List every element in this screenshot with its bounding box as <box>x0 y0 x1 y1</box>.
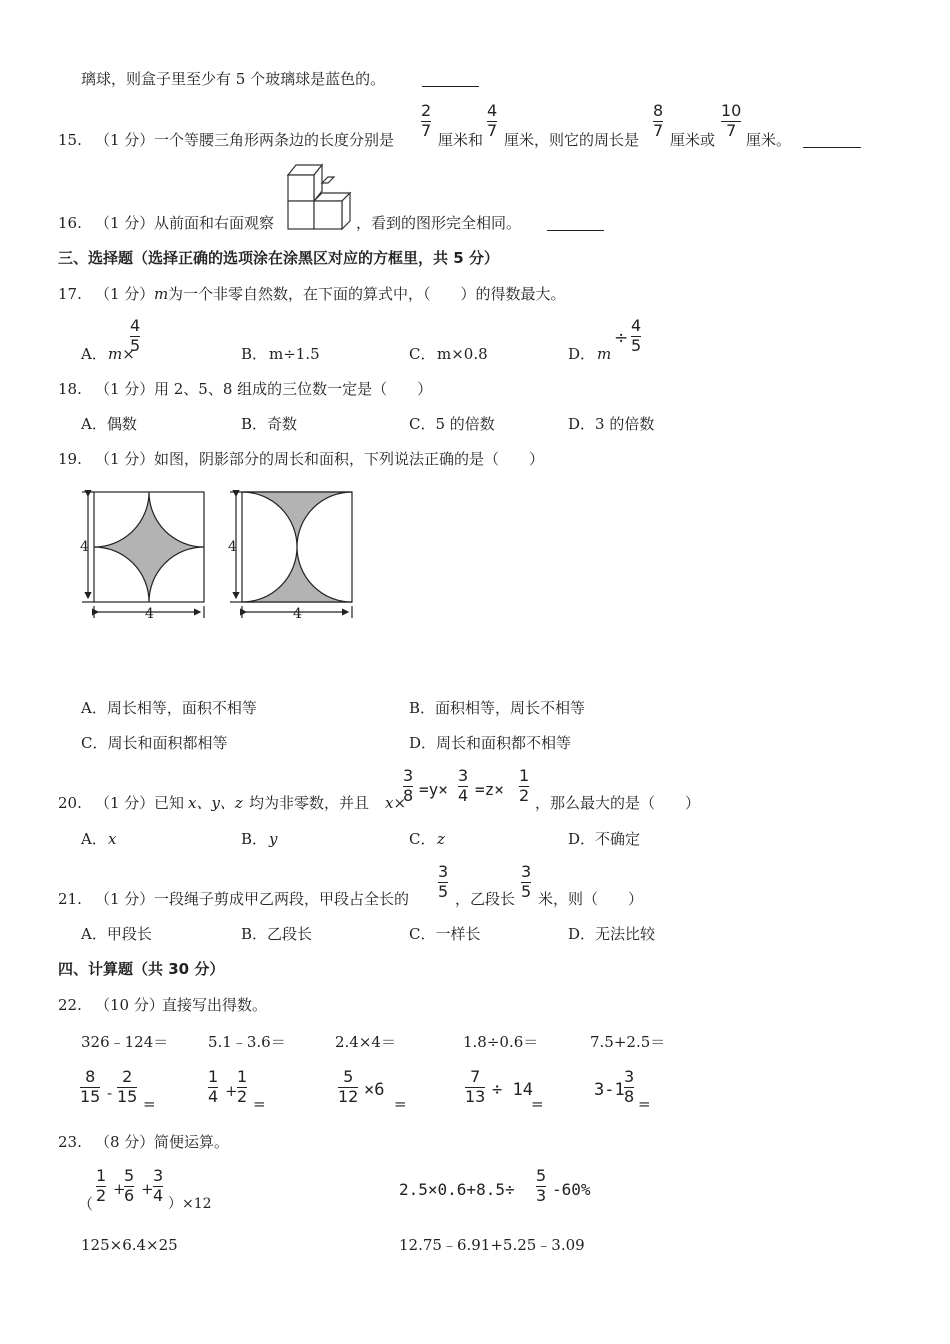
q20-option-b-var: y <box>269 830 278 848</box>
q17-number: 17. <box>58 285 82 303</box>
q15-number: 15. <box>58 131 82 149</box>
q19-option-d[interactable]: D．周长和面积都不相等 <box>409 734 572 752</box>
q19-figure-2 <box>230 492 352 618</box>
q22-number: 22. <box>58 996 82 1014</box>
q22-item-1: 326﹣124＝ <box>81 1033 169 1051</box>
q23-e1-op2: + <box>141 1180 154 1198</box>
section-4-heading: 四、计算题（共 30 分） <box>58 960 225 978</box>
q15-unit-3: 厘米或 <box>670 131 716 149</box>
q15-text-b: 厘米，则它的周长是 <box>504 131 640 149</box>
q17-option-a-fraction: 4 5 <box>130 316 141 355</box>
q18-option-b[interactable]: B．奇数 <box>241 415 298 433</box>
q16-text-b: ，看到的图形完全相同。 <box>356 214 522 232</box>
q22-e3-op: ×6 <box>364 1080 385 1100</box>
q19-fig1-height-label: 4 <box>80 539 89 555</box>
q17-option-b[interactable]: B． <box>241 345 268 363</box>
q19-text: 如图，阴影部分的周长和面积，下列说法正确的是（ ） <box>154 450 545 468</box>
q19-fig2-height-label: 4 <box>228 539 237 555</box>
q23-e2-right: -60% <box>552 1180 591 1199</box>
q16-answer-blank[interactable] <box>547 230 604 231</box>
q15-unit-1: 厘米和 <box>438 131 484 149</box>
q23-e2-frac: 5 3 <box>536 1166 547 1205</box>
q22-e4-op: ÷ 14 <box>492 1080 533 1100</box>
q22-e4-eq: = <box>531 1095 544 1113</box>
q14-answer-blank[interactable] <box>422 86 479 87</box>
q23-e2-left: 2.5×0.6+8.5÷ <box>399 1180 515 1199</box>
q21-fraction-1: 3 5 <box>438 862 449 901</box>
q23-e1-frac-c: 3 4 <box>153 1166 164 1205</box>
q22-e3-eq: = <box>394 1095 407 1113</box>
q21-option-c[interactable]: C．一样长 <box>409 925 481 943</box>
q20-eq1: =y× <box>419 780 448 799</box>
q23-e1-open: （ <box>78 1195 94 1213</box>
q20-fraction-3: 1 2 <box>519 766 530 805</box>
q22-e2-op: + <box>225 1082 238 1100</box>
q20-fraction-1: 3 8 <box>403 766 414 805</box>
q18-number: 18. <box>58 380 82 398</box>
q22-e5-whole: 3-1 <box>594 1080 625 1100</box>
q23-text: 简便运算。 <box>154 1133 230 1151</box>
q22-item-5: 7.5+2.5＝ <box>590 1033 666 1051</box>
q23-number: 23. <box>58 1133 82 1151</box>
q21-option-b[interactable]: B．乙段长 <box>241 925 313 943</box>
q22-e1-op: - <box>107 1084 113 1102</box>
q17-option-b-expr: m÷1.5 <box>269 345 320 363</box>
q17-option-a[interactable]: A． <box>81 345 107 363</box>
q17-points: （1 分） <box>95 285 155 303</box>
q17-option-c-expr: m×0.8 <box>437 345 488 363</box>
q20-option-d[interactable]: D．不确定 <box>568 830 641 848</box>
q20-option-c[interactable]: C． <box>409 830 436 848</box>
q15-text-c: 厘米。 <box>746 131 792 149</box>
q20-text-a: 已知 <box>154 794 185 812</box>
q21-points: （1 分） <box>95 890 155 908</box>
q19-option-b[interactable]: B．面积相等，周长不相等 <box>409 699 586 717</box>
q17-var-m: m <box>154 285 169 303</box>
q22-e5-frac: 3 8 <box>624 1067 635 1106</box>
q18-option-c[interactable]: C．5 的倍数 <box>409 415 495 433</box>
q17-option-c[interactable]: C． <box>409 345 436 363</box>
q22-e3-frac-a: 5 12 <box>338 1067 359 1106</box>
q15-fraction-1: 2 7 <box>421 101 432 140</box>
q20-option-a[interactable]: A． <box>81 830 107 848</box>
q15-points: （1 分） <box>95 131 155 149</box>
q19-fig2-width-label: 4 <box>293 606 302 622</box>
q22-item-4: 1.8÷0.6＝ <box>463 1033 539 1051</box>
q23-e3: 125×6.4×25 <box>81 1236 178 1254</box>
q17-option-d-op: ÷ <box>614 328 629 348</box>
q21-option-a[interactable]: A．甲段长 <box>81 925 152 943</box>
q18-option-d[interactable]: D．3 的倍数 <box>568 415 655 433</box>
q22-e2-frac-b: 1 2 <box>237 1067 248 1106</box>
q19-option-c[interactable]: C．周长和面积都相等 <box>81 734 228 752</box>
q16-points: （1 分） <box>95 214 155 232</box>
q19-points: （1 分） <box>95 450 155 468</box>
q20-text-c: ，那么最大的是（ ） <box>535 794 701 812</box>
q22-item-3: 2.4×4＝ <box>335 1033 396 1051</box>
q16-number: 16. <box>58 214 82 232</box>
q22-e5-eq: = <box>638 1095 651 1113</box>
q17-option-a-expr: m× <box>108 345 135 363</box>
q21-text-c: 米，则（ ） <box>538 890 644 908</box>
q18-points: （1 分） <box>95 380 155 398</box>
section-3-heading: 三、选择题（选择正确的选项涂在涂黑区对应的方框里，共 5 分） <box>58 249 499 267</box>
q23-e1-frac-a: 1 2 <box>96 1166 107 1205</box>
q21-number: 21. <box>58 890 82 908</box>
q22-e1-frac-a: 8 15 <box>80 1067 101 1106</box>
q15-answer-blank[interactable] <box>803 147 861 148</box>
q19-option-a[interactable]: A．周长相等，面积不相等 <box>81 699 257 717</box>
q20-vars: x、y、z <box>188 794 243 812</box>
q15-fraction-4: 10 7 <box>721 101 742 140</box>
q17-text: 为一个非零自然数，在下面的算式中，（ ）的得数最大。 <box>168 285 566 303</box>
q18-text: 用 2、5、8 组成的三位数一定是（ ） <box>154 380 433 398</box>
q22-item-2: 5.1﹣3.6＝ <box>208 1033 286 1051</box>
q14-tail-text: 璃球，则盒子里至少有 5 个玻璃球是蓝色的。 <box>81 70 386 88</box>
q17-option-d-m: m <box>597 345 612 363</box>
q19-figure-1 <box>82 492 204 618</box>
q22-points: （10 分） <box>95 996 164 1014</box>
q21-fraction-2: 3 5 <box>521 862 532 901</box>
q20-option-b[interactable]: B． <box>241 830 268 848</box>
q20-points: （1 分） <box>95 794 155 812</box>
q16-text-a: 从前面和右面观察 <box>154 214 275 232</box>
q20-number: 20. <box>58 794 82 812</box>
q20-option-c-var: z <box>437 830 445 848</box>
q23-e1-op1: + <box>113 1180 126 1198</box>
q22-e1-eq: = <box>143 1095 156 1113</box>
q23-e4: 12.75﹣6.91+5.25﹣3.09 <box>399 1236 585 1254</box>
q20-x: x× <box>385 794 407 812</box>
q23-points: （8 分） <box>95 1133 155 1151</box>
q18-option-a[interactable]: A．偶数 <box>81 415 137 433</box>
q19-figures <box>72 484 362 626</box>
q20-eq2: =z× <box>475 780 504 799</box>
q15-fraction-2: 4 7 <box>487 101 498 140</box>
q17-option-d[interactable]: D． <box>568 345 596 363</box>
q21-text-a: 一段绳子剪成甲乙两段，甲段占全长的 <box>154 890 410 908</box>
q19-fig1-width-label: 4 <box>145 606 154 622</box>
q21-option-d[interactable]: D．无法比较 <box>568 925 656 943</box>
q23-e1-frac-b: 5 6 <box>124 1166 135 1205</box>
q22-e2-frac-a: 1 4 <box>208 1067 219 1106</box>
q22-e2-eq: = <box>253 1095 266 1113</box>
cube-stack-figure <box>286 163 354 233</box>
q21-text-b: ，乙段长 <box>455 890 516 908</box>
q20-text-b: 均为非零数，并且 <box>249 794 370 812</box>
q20-option-a-var: x <box>108 830 117 848</box>
q23-e1-close: ）×12 <box>168 1196 212 1212</box>
q22-text: 直接写出得数。 <box>162 996 268 1014</box>
q20-fraction-2: 3 4 <box>458 766 469 805</box>
q22-e1-frac-b: 2 15 <box>117 1067 138 1106</box>
q22-e4-frac-a: 7 13 <box>465 1067 486 1106</box>
q15-fraction-3: 8 7 <box>653 101 664 140</box>
q17-option-d-fraction: 4 5 <box>631 316 642 355</box>
q15-text-a: 一个等腰三角形两条边的长度分别是 <box>154 131 395 149</box>
q19-number: 19. <box>58 450 82 468</box>
